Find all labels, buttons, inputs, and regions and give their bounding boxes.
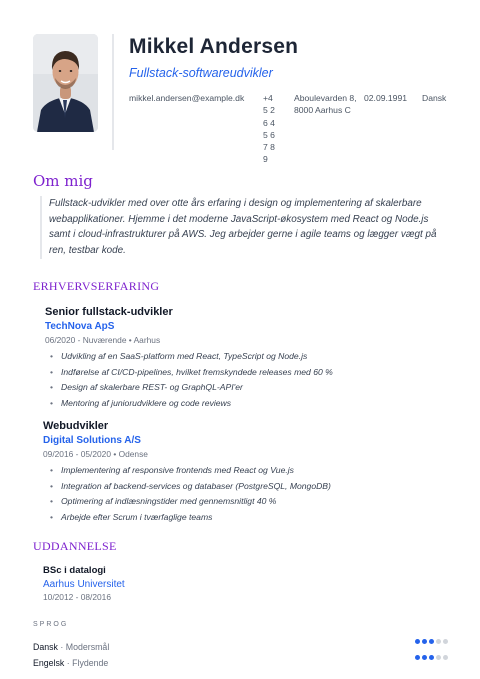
bullet-icon: • (50, 366, 54, 377)
bullet-item (50, 380, 453, 396)
job-dates-location: 06/2020 - Nuværende • Aarhus (45, 335, 161, 345)
about-heading: Om mig (33, 172, 93, 190)
education-dates: 10/2012 - 08/2016 (43, 592, 111, 602)
bullet-text: Udvikling af en SaaS-platform med React, TypeScript og Node.js (61, 351, 308, 361)
language-rating (415, 639, 448, 644)
full-name: Mikkel Andersen (129, 35, 299, 58)
language-name: Engelsk (33, 658, 65, 668)
bullet-icon: • (50, 465, 54, 475)
email-text: mikkel.andersen@example.dk (129, 93, 245, 103)
language-level: Flydende (72, 658, 109, 668)
job-bullets (50, 463, 453, 525)
job-title: Webudvikler (43, 420, 109, 432)
job-dates-location: 09/2016 - 05/2020 • Odense (43, 449, 148, 459)
profile-photo (33, 34, 98, 132)
cv-header (33, 34, 453, 165)
bullet-item (50, 365, 453, 381)
language-level: Modersmål (65, 642, 110, 652)
nationality-text: Dansk (422, 93, 447, 103)
birthdate-text: 02.09.1991 (364, 93, 408, 103)
company-name: TechNova ApS (45, 321, 115, 332)
language-rating (415, 655, 448, 660)
bullet-text: Optimering af indlæsningstider med gennemsnitligt 40 % (61, 496, 277, 507)
job-bullets (50, 349, 453, 411)
bullet-text: Implementering af responsive frontends med React og Vue.js (61, 465, 294, 475)
experience-heading: ERHVERVSERFARING (33, 279, 160, 293)
job-title: Senior fullstack-udvikler (45, 306, 173, 318)
rating-dot (422, 639, 427, 644)
bullet-icon: • (50, 480, 54, 491)
bullet-text: Design af skalerbare REST- og GraphQL-API'er (61, 382, 243, 393)
bullet-item (50, 349, 453, 365)
language-row (33, 653, 448, 668)
phone-text: +45 26 45 67 89 (263, 93, 275, 165)
company-name: Digital Solutions A/S (43, 435, 141, 446)
bullet-text: Mentoring af juniorudviklere og code reviews (61, 397, 232, 408)
bullet-icon: • (50, 397, 54, 408)
rating-dot (429, 655, 434, 660)
rating-dot (443, 639, 448, 644)
bullet-icon: • (50, 351, 54, 361)
rating-dot (436, 639, 441, 644)
language-separator: · (64, 658, 73, 668)
bullet-item (50, 494, 453, 510)
education-entry (43, 565, 125, 602)
bullet-item (50, 479, 453, 495)
bullet-text: Integration af backend-services og databaser (PostgreSQL, MongoDB) (61, 480, 331, 491)
rating-dot (429, 639, 434, 644)
bullet-icon: • (50, 382, 54, 393)
bullet-text: Indførelse af CI/CD-pipelines, hvilket fremskyndede releases med 60 % (61, 366, 333, 377)
school-name: Aarhus Universitet (43, 579, 125, 590)
about-text: Fullstack-udvikler med over otte års erfaring i design og implementering af skalerbare webapplikationer. Hjemme i det moderne JavaScript-økosystem med React og Node.js samt i cloud-infrastrukturer på AWS. Jeg arbejder gerne i agile teams og lægger vægt på ren, testbar kode. (40, 196, 450, 259)
education-heading: UDDANNELSE (33, 539, 117, 553)
rating-dot (415, 639, 420, 644)
rating-dot (422, 655, 427, 660)
bullet-item (50, 463, 453, 479)
languages-heading: SPROG (33, 621, 69, 628)
bullet-icon: • (50, 511, 54, 522)
job-headline: Fullstack-softwareudvikler (129, 66, 273, 80)
language-separator: · (57, 642, 66, 652)
job-entry (33, 306, 453, 411)
language-name: Dansk (33, 642, 58, 652)
job-entry (33, 420, 453, 525)
bullet-item (50, 396, 453, 412)
rating-dot (415, 655, 420, 660)
address-text: Aboulevarden 8, 8000 Aarhus C (294, 93, 357, 116)
rating-dot (443, 655, 448, 660)
bullet-text: Arbejde efter Scrum i tværfaglige teams (61, 511, 213, 522)
bullet-icon: • (50, 496, 54, 507)
language-row (33, 637, 448, 652)
header-divider (112, 34, 114, 150)
degree-title: BSc i datalogi (43, 565, 106, 576)
bullet-item (50, 510, 453, 526)
rating-dot (436, 655, 441, 660)
